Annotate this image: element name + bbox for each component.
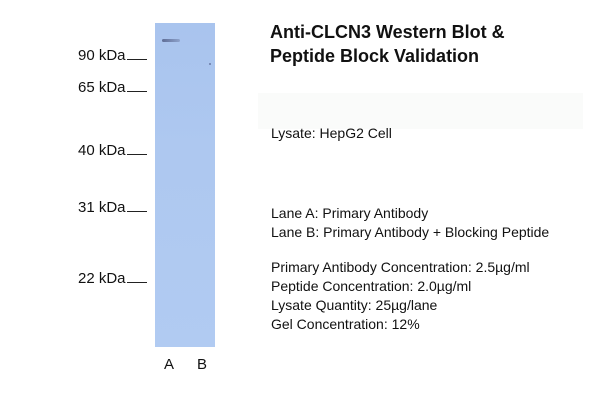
marker-label: 90 kDa [78,47,126,64]
marker-40 [78,142,147,159]
primary-conc-text: Primary Antibody Concentration: 2.5µg/ml [271,259,530,275]
blot-membrane [155,23,215,347]
marker-65 [78,79,147,96]
figure-title [270,20,505,68]
marker-label: 31 kDa [78,199,126,216]
title-line-2: Peptide Block Validation [270,46,480,66]
lysate-qty-text: Lysate Quantity: 25µg/lane [271,297,438,313]
marker-90 [78,47,147,64]
gel-conc-text: Gel Concentration: 12% [271,316,420,332]
lane-label-b: B [197,356,208,373]
marker-tick [127,59,147,60]
marker-tick [127,211,147,212]
lane-label-a: A [164,356,175,373]
marker-22 [78,270,147,287]
lane-a-text: Lane A: Primary Antibody [271,205,429,221]
marker-label: 65 kDa [78,79,126,96]
marker-tick [127,282,147,283]
marker-label: 40 kDa [78,142,126,159]
membrane-speck [209,63,211,65]
title-line-1: Anti-CLCN3 Western Blot & [270,22,505,42]
marker-tick [127,154,147,155]
peptide-conc-text: Peptide Concentration: 2.0µg/ml [271,278,472,294]
lane-b-text: Lane B: Primary Antibody + Blocking Peptide [271,224,550,240]
marker-label: 22 kDa [78,270,126,287]
protein-band-lane-a [162,39,180,42]
lysate-text: Lysate: HepG2 Cell [271,125,392,141]
marker-tick [127,91,147,92]
marker-31 [78,199,147,216]
